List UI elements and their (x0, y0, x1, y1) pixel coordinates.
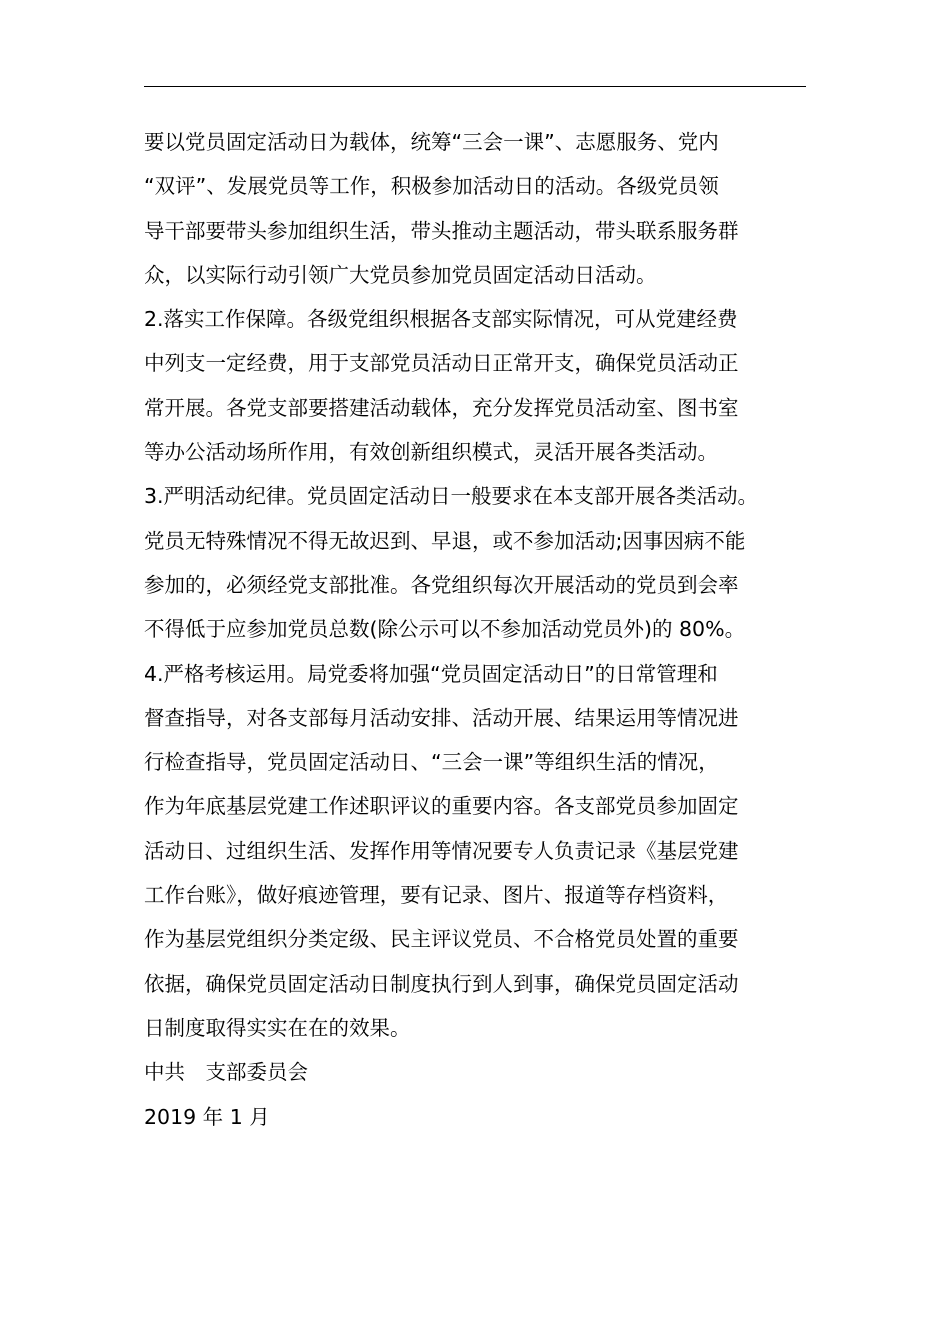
signature-organization: 中共 支部委员会 (144, 1060, 308, 1085)
body-line: 4.严格考核运用。局党委将加强“党员固定活动日”的日常管理和 (144, 661, 718, 686)
body-line: 日制度取得实实在在的效果。 (144, 1015, 411, 1040)
document-body (144, 120, 808, 1139)
body-line: 作为基层党组织分类定级、民主评议党员、不合格党员处置的重要 (144, 927, 739, 952)
header-rule (144, 86, 806, 87)
body-line: 要以党员固定活动日为载体，统筹“三会一课”、志愿服务、党内 (144, 130, 719, 154)
body-line: “双评”、发展党员等工作，积极参加活动日的活动。各级党员领 (144, 174, 719, 199)
body-line: 督查指导，对各支部每月活动安排、活动开展、结果运用等情况进 (144, 705, 739, 730)
body-line: 等办公活动场所作用，有效创新组织模式，灵活开展各类活动。 (144, 440, 718, 465)
body-line: 作为年底基层党建工作述职评议的重要内容。各支部党员参加固定 (144, 794, 739, 819)
body-line: 3.严明活动纪律。党员固定活动日一般要求在本支部开展各类活动。 (144, 484, 759, 509)
body-line: 党员无特殊情况不得无故迟到、早退，或不参加活动;因事因病不能 (144, 528, 746, 553)
body-line: 参加的，必须经党支部批准。各党组织每次开展活动的党员到会率 (144, 572, 739, 597)
body-line: 行检查指导，党员固定活动日、“三会一课”等组织生活的情况， (144, 750, 719, 775)
body-line: 导干部要带头参加组织生活，带头推动主题活动，带头联系服务群 (144, 218, 739, 243)
body-line: 不得低于应参加党员总数(除公示可以不参加活动党员外)的 80%。 (144, 617, 746, 642)
signature-date: 2019 年 1 月 (144, 1104, 270, 1129)
body-line: 活动日、过组织生活、发挥作用等情况要专人负责记录《基层党建 (144, 838, 739, 863)
body-line: 中列支一定经费，用于支部党员活动日正常开支，确保党员活动正 (144, 351, 739, 376)
body-line: 2.落实工作保障。各级党组织根据各支部实际情况，可从党建经费 (144, 307, 738, 332)
body-line: 常开展。各党支部要搭建活动载体，充分发挥党员活动室、图书室 (144, 395, 739, 420)
body-line: 工作台账》，做好痕迹管理，要有记录、图片、报道等存档资料， (144, 883, 729, 908)
body-line: 众，以实际行动引领广大党员参加党员固定活动日活动。 (144, 262, 657, 287)
body-line: 依据，确保党员固定活动日制度执行到人到事，确保党员固定活动 (144, 971, 739, 996)
